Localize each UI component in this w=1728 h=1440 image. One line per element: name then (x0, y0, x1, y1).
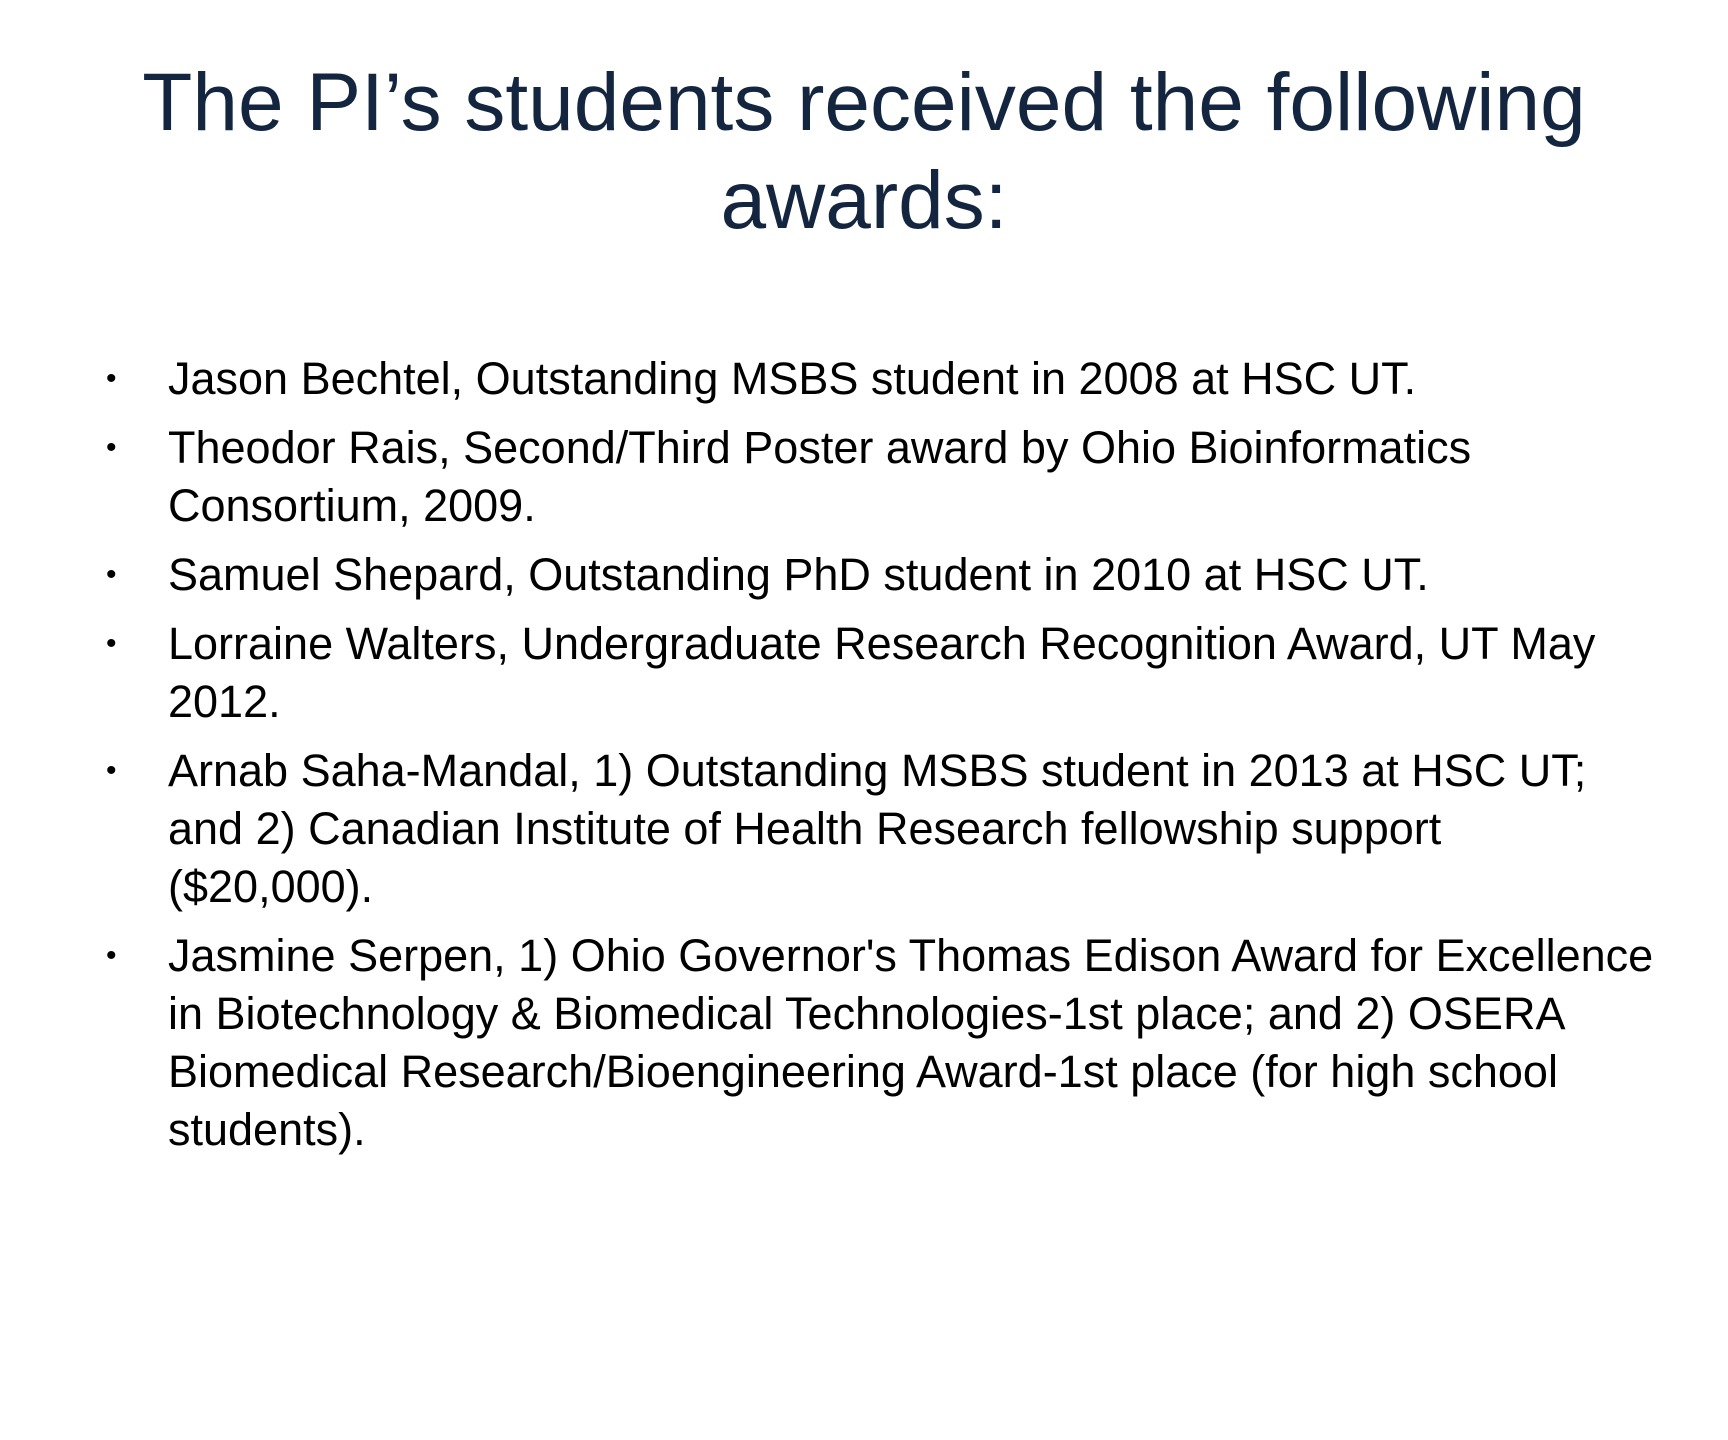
bullet-icon: • (106, 558, 117, 591)
list-item (96, 546, 1656, 604)
award-text: Samuel Shepard, Outstanding PhD student in 2010 at HSC UT. (168, 549, 1429, 600)
list-item (96, 615, 1656, 731)
award-text: Lorraine Walters, Undergraduate Research Recognition Award, UT May 2012. (168, 618, 1596, 727)
slide-title: The PI’s students received the following awards: (142, 57, 1586, 246)
award-text: Arnab Saha-Mandal, 1) Outstanding MSBS student in 2013 at HSC UT; and 2) Canadian Institute of Health Research fellowship support ($20,000). (168, 745, 1587, 912)
award-list (96, 350, 1656, 1170)
award-text: Jason Bechtel, Outstanding MSBS student in 2008 at HSC UT. (168, 353, 1417, 404)
award-text: Theodor Rais, Second/Third Poster award by Ohio Bioinformatics Consortium, 2009. (168, 422, 1472, 531)
bullet-icon: • (106, 627, 117, 660)
bullet-icon: • (106, 362, 117, 395)
bullet-icon: • (106, 754, 117, 787)
bullet-icon: • (106, 431, 117, 464)
bullet-icon: • (106, 939, 117, 972)
award-text: Jasmine Serpen, 1) Ohio Governor's Thomas Edison Award for Excellence in Biotechnology & Biomedical Technologies-1st place; and 2) OSERA Biomedical Research/Bioengineering Award-1st place (for high school students). (168, 930, 1654, 1155)
list-item (96, 419, 1656, 535)
list-item (96, 927, 1656, 1159)
list-item (96, 742, 1656, 916)
list-item (96, 350, 1656, 408)
